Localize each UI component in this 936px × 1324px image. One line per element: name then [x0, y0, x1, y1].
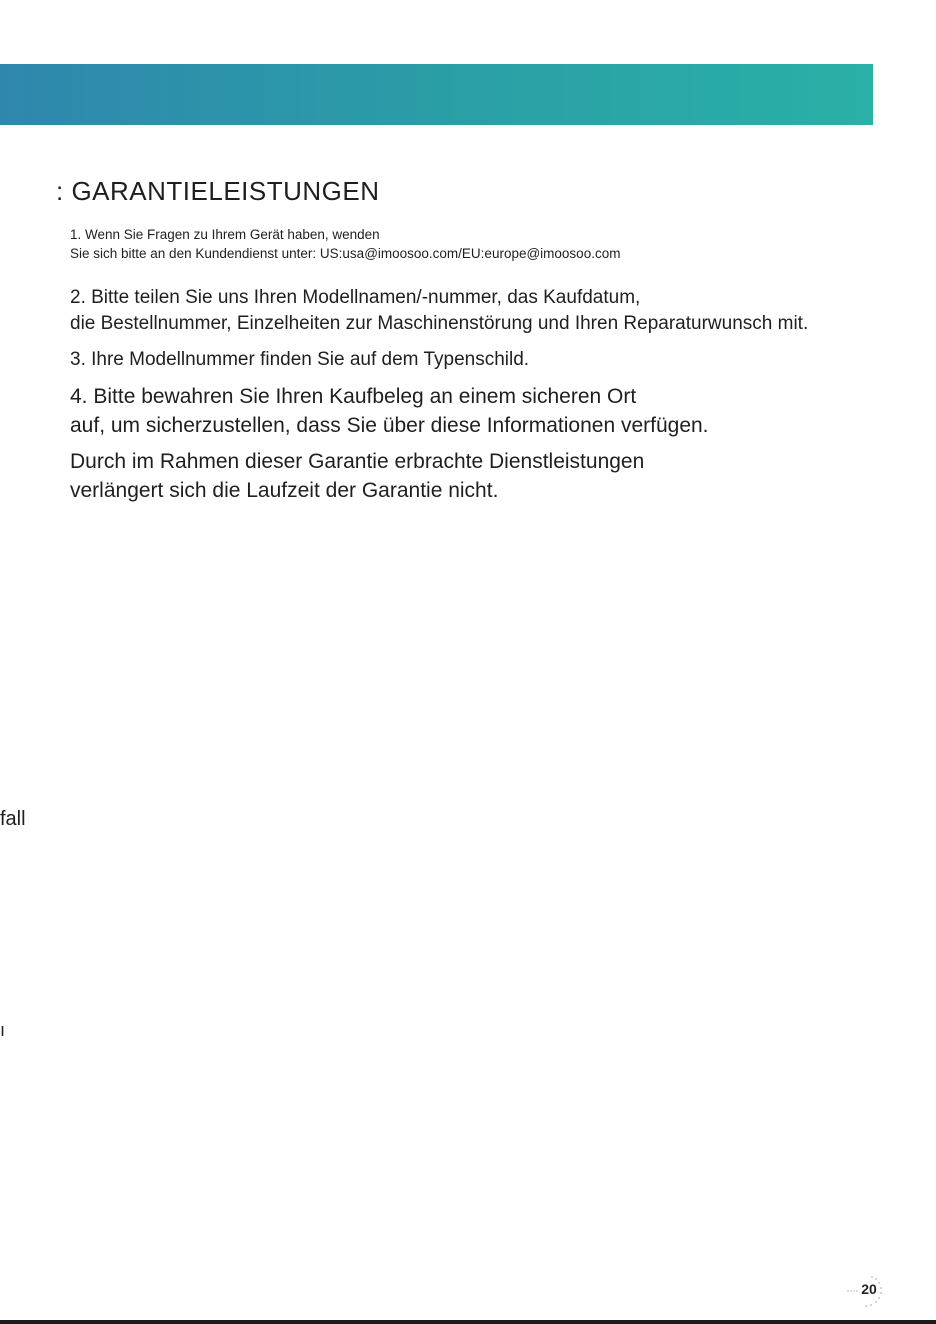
- receipt-paragraph: [70, 382, 709, 440]
- warranty-term-line-2: verlängert sich die Laufzeit der Garantie nicht.: [70, 479, 499, 502]
- contact-paragraph: [70, 225, 620, 263]
- page-number: 20: [861, 1281, 877, 1297]
- model-number-line-1: 3. Ihre Modellnummer finden Sie auf dem Typenschild.: [70, 349, 530, 370]
- bottom-rule: [0, 1320, 936, 1324]
- header-band: [0, 64, 873, 125]
- edge-text-fragment: fall: [0, 808, 26, 830]
- warranty-term-line-1: Durch im Rahmen dieser Garantie erbrachte Dienstleistungen: [70, 450, 645, 473]
- share-details-line-2: die Bestellnummer, Einzelheiten zur Maschinenstörung und Ihren Reparaturwunsch mit.: [70, 313, 809, 334]
- receipt-line-1: 4. Bitte bewahren Sie Ihren Kaufbeleg an einem sicheren Ort: [70, 385, 637, 408]
- warranty-term-paragraph: [70, 447, 644, 505]
- edge-text-fragment: ı: [0, 1020, 6, 1040]
- share-details-line-1: 2. Bitte teilen Sie uns Ihren Modellnamen/-nummer, das Kaufdatum,: [70, 287, 641, 308]
- contact-line-2: Sie sich bitte an den Kundendienst unter: US:usa@imoosoo.com/EU:europe@imoosoo.com: [70, 246, 621, 261]
- section-title: : GARANTIELEISTUNGEN: [56, 176, 380, 206]
- receipt-line-2: auf, um sicherzustellen, dass Sie über diese Informationen verfügen.: [70, 414, 709, 437]
- contact-line-1: 1. Wenn Sie Fragen zu Ihrem Gerät haben, wenden: [70, 227, 380, 242]
- page-number-badge: [846, 1274, 884, 1308]
- model-number-paragraph: [70, 347, 529, 373]
- share-details-paragraph: [70, 285, 808, 337]
